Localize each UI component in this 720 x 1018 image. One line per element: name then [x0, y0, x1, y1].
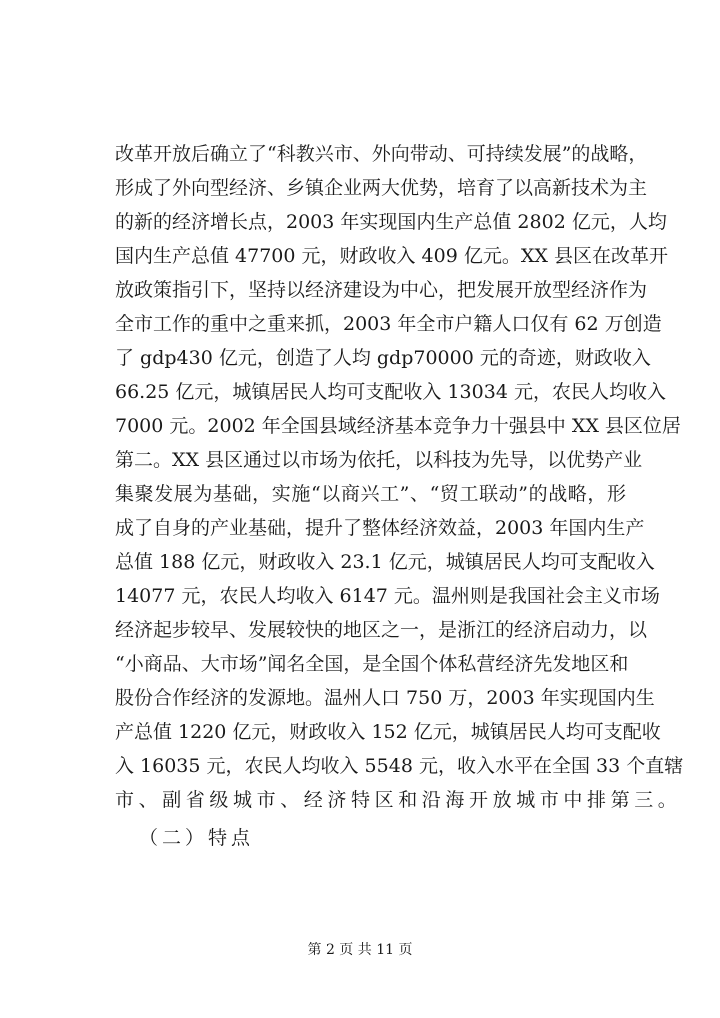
paragraph-line: 改革开放后确立了“科教兴市、外向带动、可持续发展”的战略， [115, 143, 648, 165]
paragraph-line: 第二。XX 县区通过以市场为依托，以科技为先导，以优势产业 [115, 449, 643, 471]
paragraph-line: 产总值 1220 亿元，财政收入 152 亿元，城镇居民人均可支配收 [115, 721, 661, 743]
paragraph-line: 国内生产总值 47700 元，财政收入 409 亿元。XX 县区在改革开 [115, 245, 668, 267]
paragraph-line: 放政策指引下，坚持以经济建设为中心，把发展开放型经济作为 [115, 279, 648, 301]
paragraph-line: 股份合作经济的发源地。温州人口 750 万，2003 年实现国内生 [115, 687, 655, 709]
paragraph-line: 了 gdp430 亿元，创造了人均 gdp70000 元的奇迹，财政收入 [115, 347, 651, 369]
paragraph-line: 7000 元。2002 年全国县域经济基本竞争力十强县中 XX 县区位居 [115, 415, 681, 437]
paragraph-line: 入 16035 元，农民人均收入 5548 元，收入水平在全国 33 个直辖 [115, 755, 684, 777]
paragraph-line: 总值 188 亿元，财政收入 23.1 亿元，城镇居民人均可支配收入 [115, 551, 655, 573]
paragraph-line: 14077 元，农民人均收入 6147 元。温州则是我国社会主义市场 [115, 585, 660, 607]
paragraph-line: 经济起步较早、发展较快的地区之一，是浙江的经济启动力，以 [115, 619, 648, 641]
paragraph-line: 全市工作的重中之重来抓，2003 年全市户籍人口仅有 62 万创造 [115, 313, 662, 335]
paragraph-line: “小商品、大市场”闻名全国，是全国个体私营经济先发地区和 [115, 653, 629, 675]
paragraph-line: 形成了外向型经济、乡镇企业两大优势，培育了以高新技术为主 [115, 177, 648, 199]
paragraph-line: 的新的经济增长点，2003 年实现国内生产总值 2802 亿元，人均 [115, 211, 667, 233]
section-heading: （二）特点 [139, 827, 255, 849]
paragraph-line: 集聚发展为基础，实施“以商兴工”、“贸工联动”的战略，形 [115, 483, 626, 505]
paragraph-line: 成了自身的产业基础，提升了整体经济效益，2003 年国内生产 [115, 517, 645, 539]
paragraph-line: 市、副省级城市、经济特区和沿海开放城市中排第三。 [115, 789, 682, 811]
page-footer: 第 2 页 共 11 页 [307, 942, 413, 958]
paragraph-line: 66.25 亿元，城镇居民人均可支配收入 13034 元，农民人均收入 [115, 381, 666, 403]
